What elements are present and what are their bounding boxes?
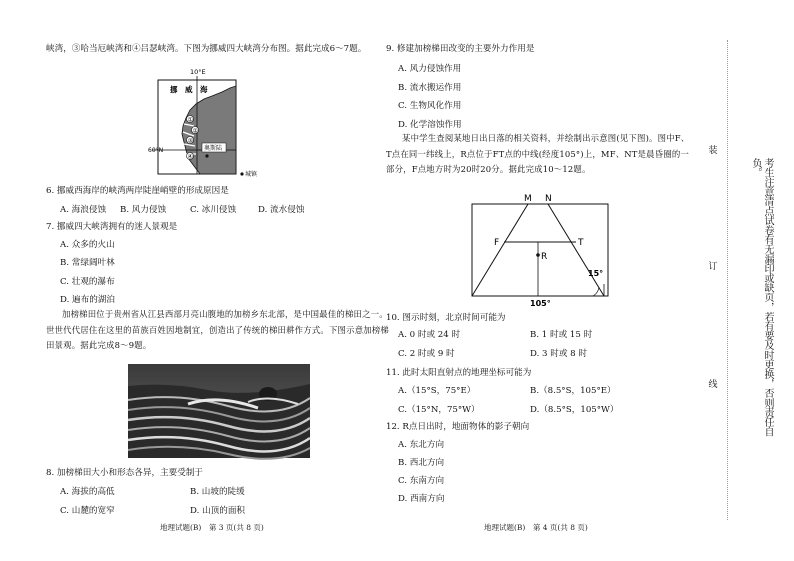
q7-option-a[interactable]: A. 众多的火山 — [60, 240, 115, 250]
terminator-diagram — [468, 192, 616, 308]
q12-option-c[interactable]: C. 东南方向 — [398, 476, 445, 486]
q8-option-d[interactable]: D. 山顶的面积 — [190, 506, 246, 516]
q9-option-a[interactable]: A. 风力侵蚀作用 — [398, 64, 462, 74]
city-label: 奥斯陆 — [204, 145, 223, 152]
q7-option-b[interactable]: B. 常绿阔叶林 — [60, 258, 115, 268]
lon-105-label: 105° — [530, 299, 551, 308]
binding-zhuang: 装 — [708, 146, 718, 156]
q7-option-c[interactable]: C. 壮观的瀑布 — [60, 277, 115, 287]
q9-option-d[interactable]: D. 化学溶蚀作用 — [398, 120, 462, 130]
fjord-map — [150, 66, 260, 178]
q12-option-b[interactable]: B. 西北方向 — [398, 458, 445, 468]
q11-option-d[interactable]: D.（8.5°S，105°W） — [530, 405, 619, 415]
q12-stem: 12. R点日出时，地面物体的影子朝向 — [386, 422, 530, 432]
q8-option-b[interactable]: B. 山坡的陡缓 — [190, 487, 245, 497]
mark-2: ② — [192, 127, 198, 135]
q6-stem: 6. 挪威西海岸的峡湾两岸陡崖峭壁的形成原因是 — [46, 186, 229, 196]
q7-option-d[interactable]: D. 遍布的湖泊 — [60, 295, 116, 305]
terrace-paragraph: 加榜梯田位于贵州省从江县西部月亮山腹地的加榜乡东北部，是中国最佳的梯田之一。世世代代居住在这里的苗族百姓因地制宜，创造出了传统的梯田耕作方式。下图示意加榜梯田景观。据此完成8～9题。 — [46, 309, 389, 350]
q12-option-a[interactable]: A. 东北方向 — [398, 440, 445, 450]
q11-option-a[interactable]: A.（15°S，75°E） — [398, 386, 476, 396]
binding-line — [727, 40, 728, 520]
q11-option-b[interactable]: B.（8.5°S，105°E） — [530, 386, 616, 396]
q6-option-b[interactable]: B. 风力侵蚀 — [120, 205, 167, 215]
q9-option-b[interactable]: B. 流水搬运作用 — [398, 83, 462, 93]
q10-option-d[interactable]: D. 3 时或 8 时 — [530, 349, 587, 359]
label-m: M — [524, 194, 532, 204]
label-r: R — [541, 252, 548, 262]
q8-option-c[interactable]: C. 山麓的宽窄 — [60, 506, 115, 516]
lat-label: 60°N — [148, 147, 164, 154]
binding-xian: 线 — [708, 380, 718, 390]
angle-label: 15° — [588, 269, 604, 278]
q11-option-c[interactable]: C.（15°N，75°W） — [398, 405, 480, 415]
q12-option-d[interactable]: D. 西南方向 — [398, 494, 445, 504]
label-t: T — [578, 238, 584, 248]
q6-option-a[interactable]: A. 海浪侵蚀 — [60, 205, 107, 215]
left-footer: 地理试题(B) 第 3 页(共 8 页) — [160, 523, 264, 532]
sun-paragraph: 某中学生查阅某地日出日落的相关资料，并绘制出示意图(见下图)。图中F、T点在同一纬线上，R点位于FT点的中线(经度105°)上，MF、NT是晨昏圈的一部分，F点地方时为20时20分。据此完成10～12题。 — [386, 133, 690, 174]
lon-label: 10°E — [190, 68, 206, 76]
label-f: F — [494, 238, 500, 248]
terrace-photo — [128, 364, 310, 458]
binding-ding: 订 — [708, 262, 718, 272]
q10-option-c[interactable]: C. 2 时或 9 时 — [398, 349, 455, 359]
q8-stem: 8. 加榜梯田大小和形态各异，主要受制于 — [46, 468, 204, 478]
q8-option-a[interactable]: A. 海拔的高低 — [60, 487, 115, 497]
q11-stem: 11. 此时太阳直射点的地理坐标可能为 — [386, 368, 532, 378]
label-n: N — [545, 194, 552, 204]
binding-notice: 考生注意清点试卷有无漏印或缺页，若有要及时更换，否则责任自负。 — [750, 158, 773, 437]
q10-option-a[interactable]: A. 0 时或 24 时 — [398, 330, 461, 340]
q6-option-c[interactable]: C. 冰川侵蚀 — [190, 205, 237, 215]
q9-option-c[interactable]: C. 生物风化作用 — [398, 101, 462, 111]
mark-3: ③ — [187, 137, 193, 145]
q6-option-d[interactable]: D. 流水侵蚀 — [258, 205, 305, 215]
q7-stem: 7. 挪威四大峡湾拥有的迷人景观是 — [46, 222, 178, 232]
mark-1: ① — [187, 116, 193, 124]
right-footer: 地理试题(B) 第 4 页(共 8 页) — [484, 523, 588, 532]
q10-stem: 10. 图示时刻，北京时间可能为 — [386, 313, 506, 323]
mark-4: ④ — [187, 153, 193, 161]
q9-stem: 9. 修建加榜梯田改变的主要外力作用是 — [386, 44, 535, 54]
q10-option-b[interactable]: B. 1 时或 15 时 — [530, 330, 593, 340]
sea-label: 挪 威 海 — [170, 85, 208, 94]
legend-label: 城镇 — [245, 171, 258, 178]
intro-line: 峡湾，③哈当厄峡湾和④吕瑟峡湾。下图为挪威四大峡湾分布图。据此完成6～7题。 — [46, 44, 367, 54]
